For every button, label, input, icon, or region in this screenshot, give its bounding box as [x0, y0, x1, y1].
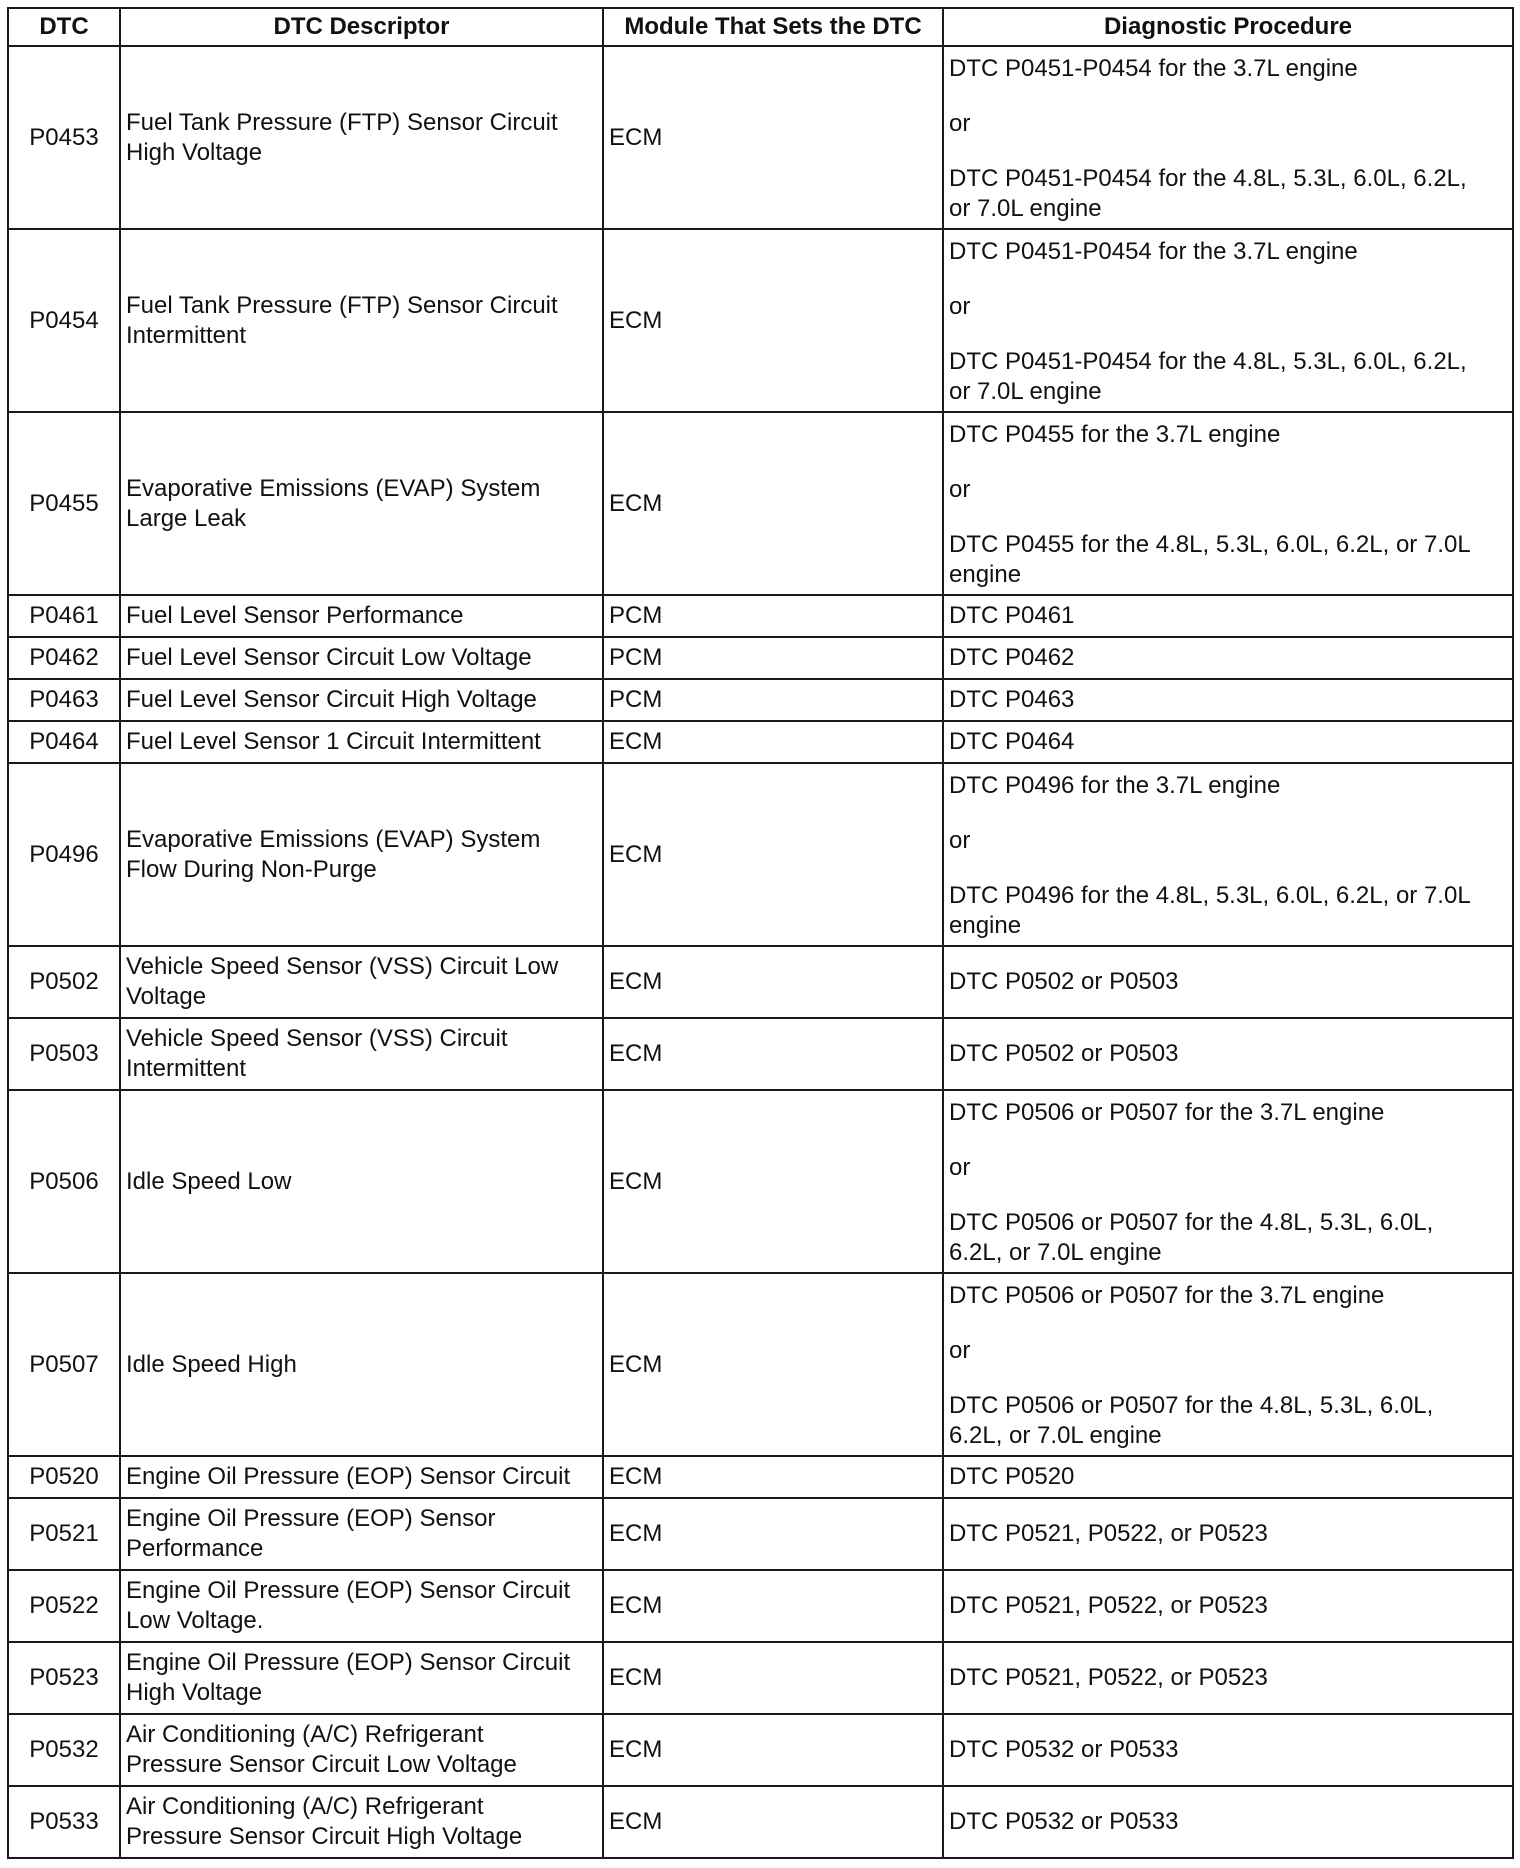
procedure-line: DTC P0451-P0454 for the 3.7L engine: [949, 55, 1358, 82]
procedure-line: DTC P0451-P0454 for the 4.8L, 5.3L, 6.0L, 6.2L,: [949, 165, 1467, 192]
procedure-line: DTC P0532 or P0533: [949, 1808, 1179, 1835]
table-row: [8, 1456, 1513, 1498]
dtc-code: P0522: [8, 1570, 120, 1642]
dtc-code: P0520: [8, 1456, 120, 1498]
dtc-code: P0506: [8, 1090, 120, 1273]
line-gap: [949, 1366, 1507, 1391]
procedure-line: DTC P0521, P0522, or P0523: [949, 1592, 1268, 1619]
procedure-line: DTC P0521, P0522, or P0523: [949, 1664, 1268, 1691]
header-descriptor: DTC Descriptor: [120, 8, 603, 46]
table-row: [8, 595, 1513, 637]
dtc-descriptor: [120, 1786, 603, 1858]
descriptor-line: Evaporative Emissions (EVAP) System: [126, 825, 541, 853]
dtc-code: P0463: [8, 679, 120, 721]
procedure-line: DTC P0502 or P0503: [949, 1040, 1179, 1067]
dtc-descriptor: [120, 679, 603, 721]
dtc-descriptor: [120, 1018, 603, 1090]
line-gap: [949, 1183, 1507, 1208]
header-procedure: Diagnostic Procedure: [943, 8, 1513, 46]
descriptor-line: Intermittent: [126, 1055, 247, 1082]
table-row: [8, 1642, 1513, 1714]
module: ECM: [603, 412, 943, 595]
descriptor-line: Air Conditioning (A/C) Refrigerant: [126, 1721, 484, 1748]
table-row: [8, 46, 1513, 229]
table-row: [8, 679, 1513, 721]
table-row: [8, 229, 1513, 412]
descriptor-line: Engine Oil Pressure (EOP) Sensor Circuit: [126, 1463, 571, 1490]
dtc-code: P0502: [8, 946, 120, 1018]
diagnostic-procedure: [943, 721, 1513, 763]
descriptor-line: Low Voltage.: [126, 1607, 264, 1634]
table-row: [8, 1570, 1513, 1642]
procedure-line: DTC P0532 or P0533: [949, 1736, 1179, 1763]
header-module: Module That Sets the DTC: [603, 8, 943, 46]
line-gap: [949, 1128, 1507, 1153]
diagnostic-procedure: [943, 595, 1513, 637]
procedure-line: DTC P0496 for the 3.7L engine: [949, 772, 1281, 799]
line-gap: [949, 801, 1507, 826]
dtc-table: [7, 7, 1514, 1859]
procedure-line: or: [949, 1154, 971, 1181]
module: ECM: [603, 1714, 943, 1786]
dtc-code: P0496: [8, 763, 120, 946]
module: ECM: [603, 1642, 943, 1714]
procedure-line: or: [949, 476, 971, 503]
line-gap: [949, 139, 1507, 164]
dtc-code: P0455: [8, 412, 120, 595]
table-header-row: [8, 8, 1513, 46]
descriptor-line: Engine Oil Pressure (EOP) Sensor: [126, 1505, 496, 1532]
diagnostic-procedure: [943, 412, 1513, 595]
diagnostic-procedure: [943, 679, 1513, 721]
dtc-code: P0523: [8, 1642, 120, 1714]
line-gap: [949, 1311, 1507, 1336]
procedure-line: DTC P0506 or P0507 for the 4.8L, 5.3L, 6.0L,: [949, 1392, 1434, 1419]
dtc-descriptor: [120, 1570, 603, 1642]
table-row: [8, 1273, 1513, 1456]
descriptor-line: Engine Oil Pressure (EOP) Sensor Circuit: [126, 1577, 571, 1604]
module: ECM: [603, 46, 943, 229]
module: ECM: [603, 229, 943, 412]
descriptor-line: Idle Speed Low: [126, 1167, 292, 1195]
table-row: [8, 763, 1513, 946]
procedure-line: DTC P0451-P0454 for the 4.8L, 5.3L, 6.0L, 6.2L,: [949, 348, 1467, 375]
diagnostic-procedure: [943, 1018, 1513, 1090]
descriptor-line: Fuel Level Sensor 1 Circuit Intermittent: [126, 728, 541, 755]
module: PCM: [603, 595, 943, 637]
diagnostic-procedure: [943, 229, 1513, 412]
descriptor-line: Air Conditioning (A/C) Refrigerant: [126, 1793, 484, 1820]
descriptor-line: Pressure Sensor Circuit High Voltage: [126, 1823, 523, 1850]
table-row: [8, 1018, 1513, 1090]
procedure-line: DTC P0506 or P0507 for the 4.8L, 5.3L, 6.0L,: [949, 1209, 1434, 1236]
procedure-line: DTC P0455 for the 3.7L engine: [949, 421, 1281, 448]
diagnostic-procedure: [943, 1786, 1513, 1858]
module: ECM: [603, 946, 943, 1018]
procedure-line: DTC P0502 or P0503: [949, 968, 1179, 995]
dtc-descriptor: [120, 1714, 603, 1786]
descriptor-line: Pressure Sensor Circuit Low Voltage: [126, 1751, 517, 1778]
dtc-descriptor: [120, 946, 603, 1018]
procedure-line: DTC P0451-P0454 for the 3.7L engine: [949, 238, 1358, 265]
table-row: [8, 721, 1513, 763]
procedure-line: DTC P0521, P0522, or P0523: [949, 1520, 1268, 1547]
procedure-line: or: [949, 110, 971, 137]
descriptor-line: Fuel Level Sensor Circuit High Voltage: [126, 686, 537, 713]
table-row: [8, 412, 1513, 595]
descriptor-line: Large Leak: [126, 504, 247, 532]
procedure-line: engine: [949, 561, 1022, 588]
diagnostic-procedure: [943, 637, 1513, 679]
procedure-line: DTC P0463: [949, 686, 1075, 713]
diagnostic-procedure: [943, 1090, 1513, 1273]
descriptor-line: Vehicle Speed Sensor (VSS) Circuit Low: [126, 953, 559, 980]
descriptor-line: High Voltage: [126, 138, 263, 166]
table-row: [8, 1090, 1513, 1273]
module: PCM: [603, 679, 943, 721]
line-gap: [949, 267, 1507, 292]
dtc-code: P0454: [8, 229, 120, 412]
dtc-descriptor: [120, 229, 603, 412]
table-body: [8, 46, 1513, 1858]
table-row: [8, 946, 1513, 1018]
procedure-line: or: [949, 1337, 971, 1364]
dtc-code: P0464: [8, 721, 120, 763]
line-gap: [949, 322, 1507, 347]
dtc-descriptor: [120, 412, 603, 595]
descriptor-line: Fuel Level Sensor Circuit Low Voltage: [126, 644, 532, 671]
module: ECM: [603, 1456, 943, 1498]
diagnostic-procedure: [943, 1456, 1513, 1498]
diagnostic-procedure: [943, 1498, 1513, 1570]
dtc-descriptor: [120, 1273, 603, 1456]
dtc-code: P0461: [8, 595, 120, 637]
dtc-descriptor: [120, 595, 603, 637]
procedure-line: DTC P0461: [949, 602, 1075, 629]
descriptor-line: Idle Speed High: [126, 1350, 297, 1378]
procedure-line: DTC P0464: [949, 728, 1075, 755]
module: ECM: [603, 1090, 943, 1273]
table-row: [8, 1714, 1513, 1786]
diagnostic-procedure: [943, 1273, 1513, 1456]
dtc-descriptor: [120, 1090, 603, 1273]
procedure-line: engine: [949, 912, 1022, 939]
diagnostic-procedure: [943, 46, 1513, 229]
dtc-code: P0521: [8, 1498, 120, 1570]
descriptor-line: Engine Oil Pressure (EOP) Sensor Circuit: [126, 1649, 571, 1676]
dtc-descriptor: [120, 763, 603, 946]
table-row: [8, 1498, 1513, 1570]
diagnostic-procedure: [943, 763, 1513, 946]
dtc-descriptor: [120, 1456, 603, 1498]
procedure-line: 6.2L, or 7.0L engine: [949, 1422, 1162, 1449]
line-gap: [949, 856, 1507, 881]
procedure-line: DTC P0506 or P0507 for the 3.7L engine: [949, 1282, 1385, 1309]
line-gap: [949, 450, 1507, 475]
descriptor-line: Evaporative Emissions (EVAP) System: [126, 474, 541, 502]
dtc-code: P0462: [8, 637, 120, 679]
descriptor-line: Fuel Level Sensor Performance: [126, 602, 464, 629]
descriptor-line: Flow During Non-Purge: [126, 855, 377, 883]
module: ECM: [603, 1498, 943, 1570]
diagnostic-procedure: [943, 1570, 1513, 1642]
module: ECM: [603, 1018, 943, 1090]
descriptor-line: High Voltage: [126, 1679, 263, 1706]
descriptor-line: Fuel Tank Pressure (FTP) Sensor Circuit: [126, 108, 558, 136]
procedure-line: DTC P0520: [949, 1463, 1075, 1490]
procedure-line: or: [949, 293, 971, 320]
procedure-line: DTC P0455 for the 4.8L, 5.3L, 6.0L, 6.2L, or 7.0L: [949, 531, 1471, 558]
procedure-line: DTC P0496 for the 4.8L, 5.3L, 6.0L, 6.2L, or 7.0L: [949, 882, 1471, 909]
procedure-line: DTC P0462: [949, 644, 1075, 671]
line-gap: [949, 84, 1507, 109]
dtc-code: P0532: [8, 1714, 120, 1786]
dtc-descriptor: [120, 46, 603, 229]
descriptor-line: Fuel Tank Pressure (FTP) Sensor Circuit: [126, 291, 558, 319]
diagnostic-procedure: [943, 1714, 1513, 1786]
module: ECM: [603, 763, 943, 946]
module: ECM: [603, 1786, 943, 1858]
descriptor-line: Performance: [126, 1535, 264, 1562]
dtc-descriptor: [120, 721, 603, 763]
procedure-line: DTC P0506 or P0507 for the 3.7L engine: [949, 1099, 1385, 1126]
procedure-line: or 7.0L engine: [949, 378, 1102, 405]
dtc-code: P0453: [8, 46, 120, 229]
procedure-line: or 7.0L engine: [949, 195, 1102, 222]
table-row: [8, 637, 1513, 679]
dtc-code: P0507: [8, 1273, 120, 1456]
table-row: [8, 1786, 1513, 1858]
descriptor-line: Vehicle Speed Sensor (VSS) Circuit: [126, 1025, 508, 1052]
procedure-line: or: [949, 827, 971, 854]
dtc-descriptor: [120, 1642, 603, 1714]
module: PCM: [603, 637, 943, 679]
dtc-code: P0503: [8, 1018, 120, 1090]
dtc-code: P0533: [8, 1786, 120, 1858]
module: ECM: [603, 1273, 943, 1456]
line-gap: [949, 505, 1507, 530]
dtc-descriptor: [120, 637, 603, 679]
procedure-line: 6.2L, or 7.0L engine: [949, 1239, 1162, 1266]
header-dtc: DTC: [8, 8, 120, 46]
diagnostic-procedure: [943, 946, 1513, 1018]
descriptor-line: Intermittent: [126, 321, 247, 349]
diagnostic-procedure: [943, 1642, 1513, 1714]
descriptor-line: Voltage: [126, 983, 207, 1010]
module: ECM: [603, 1570, 943, 1642]
module: ECM: [603, 721, 943, 763]
dtc-descriptor: [120, 1498, 603, 1570]
